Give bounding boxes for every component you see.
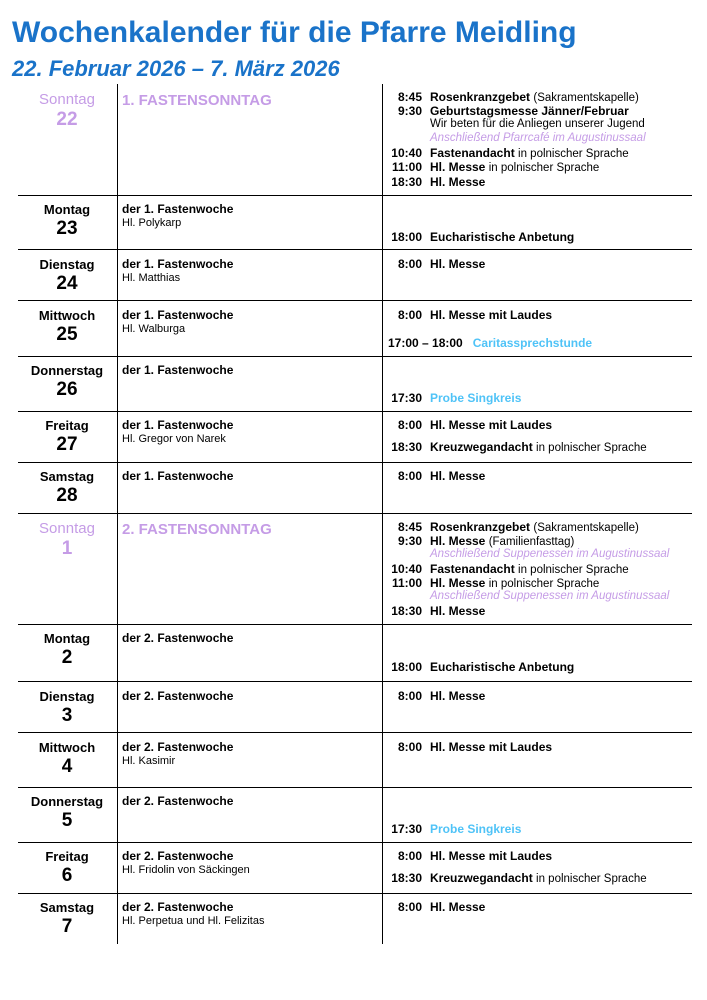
day-cell (18, 257, 116, 295)
day-cell (18, 363, 116, 401)
column-divider (382, 84, 383, 944)
day-number: 4 (61, 756, 73, 777)
day-name: Donnerstag (30, 363, 104, 378)
feast-title: der 1. Fastenwoche (122, 308, 234, 322)
event: 18:30 Hl. Messe (391, 175, 486, 189)
event: 8:00 Hl. Messe mit Laudes (397, 308, 553, 322)
event: 17:00 – 18:00 Caritassprechstunde (388, 336, 593, 350)
day-cell (18, 740, 116, 778)
day-number: 1 (61, 538, 73, 559)
day-cell (18, 469, 116, 507)
day-cell (18, 631, 116, 669)
row-divider (18, 195, 692, 196)
feast-title: der 2. Fastenwoche (122, 794, 234, 808)
day-cell (18, 91, 116, 131)
day-name: Samstag (39, 900, 95, 915)
event: 17:30 Probe Singkreis (391, 391, 522, 405)
feast-saint: Hl. Walburga (122, 323, 186, 335)
feast-cell (122, 740, 377, 767)
day-name: Mittwoch (38, 740, 96, 755)
feast-saint: Hl. Fridolin von Säckingen (122, 864, 250, 876)
row-divider (18, 249, 692, 250)
row-divider (18, 681, 692, 682)
row-divider (18, 624, 692, 625)
event: 8:00 Hl. Messe (397, 689, 486, 703)
feast-saint: Hl. Gregor von Narek (122, 433, 226, 445)
day-number: 23 (56, 218, 78, 239)
feast-cell (122, 308, 377, 335)
feast-title: 2. FASTENSONNTAG (122, 521, 272, 538)
row-divider (18, 356, 692, 357)
event: 8:45 Rosenkranzgebet (Sakramentskapelle) (397, 520, 639, 534)
row-divider (18, 893, 692, 894)
feast-cell (122, 418, 377, 445)
event: 18:30 Kreuzwegandacht in polnischer Sprache (391, 440, 647, 454)
event: 8:00 Hl. Messe (397, 469, 486, 483)
row-divider (18, 462, 692, 463)
feast-cell (122, 257, 377, 284)
day-name: Freitag (45, 418, 89, 433)
feast-title: der 2. Fastenwoche (122, 849, 234, 863)
day-number: 6 (61, 865, 73, 886)
day-name: Donnerstag (30, 794, 104, 809)
row-divider (18, 513, 692, 514)
day-name: Dienstag (39, 689, 95, 704)
event-note: Anschließend Suppenessen im Augustinussaal (430, 548, 670, 560)
event-note: Anschließend Suppenessen im Augustinussaal (430, 590, 670, 602)
event: 8:00 Hl. Messe (397, 257, 486, 271)
day-number: 27 (56, 434, 78, 455)
day-name: Sonntag (39, 520, 95, 537)
feast-cell (122, 521, 377, 538)
day-cell (18, 418, 116, 456)
day-number: 5 (61, 810, 73, 831)
row-divider (18, 732, 692, 733)
feast-title: der 1. Fastenwoche (122, 257, 234, 271)
day-number: 2 (61, 647, 73, 668)
row-divider (18, 411, 692, 412)
day-name: Samstag (39, 469, 95, 484)
day-number: 7 (61, 916, 73, 937)
event: 10:40 Fastenandacht in polnischer Sprache (391, 146, 629, 160)
page-title: Wochenkalender für die Pfarre Meidling (12, 16, 577, 49)
event: 11:00 Hl. Messe in polnischer Sprache (391, 160, 600, 174)
feast-cell (122, 900, 377, 927)
feast-cell (122, 92, 377, 109)
event: 9:30 Geburtstagsmesse Jänner/Februar (397, 104, 629, 118)
event: 18:00 Eucharistische Anbetung (391, 230, 575, 244)
feast-cell (122, 689, 377, 703)
day-name: Dienstag (39, 257, 95, 272)
day-cell (18, 849, 116, 887)
column-divider (117, 84, 118, 944)
event: 18:30 Kreuzwegandacht in polnischer Sprache (391, 871, 647, 885)
feast-title: der 2. Fastenwoche (122, 631, 234, 645)
feast-title: der 1. Fastenwoche (122, 363, 234, 377)
event: 10:40 Fastenandacht in polnischer Sprache (391, 562, 629, 576)
feast-saint: Hl. Perpetua und Hl. Felizitas (122, 915, 265, 927)
feast-title: der 2. Fastenwoche (122, 740, 234, 754)
feast-cell (122, 202, 377, 229)
row-divider (18, 300, 692, 301)
day-cell (18, 689, 116, 727)
day-name: Sonntag (39, 91, 95, 108)
feast-title: der 2. Fastenwoche (122, 689, 234, 703)
feast-saint: Hl. Matthias (122, 272, 181, 284)
event: 11:00 Hl. Messe in polnischer Sprache (391, 576, 600, 590)
event-note: Anschließend Pfarrcafé im Augustinussaal (430, 132, 646, 144)
event: 18:30 Hl. Messe (391, 604, 486, 618)
day-number: 26 (56, 379, 78, 400)
feast-cell (122, 794, 377, 808)
feast-saint: Hl. Kasimir (122, 755, 176, 767)
feast-cell (122, 363, 377, 377)
feast-title: 1. FASTENSONNTAG (122, 92, 272, 109)
day-name: Montag (43, 202, 91, 217)
feast-title: der 1. Fastenwoche (122, 202, 234, 216)
day-cell (18, 520, 116, 560)
event: 8:00 Hl. Messe (397, 900, 486, 914)
feast-title: der 1. Fastenwoche (122, 418, 234, 432)
event: 8:00 Hl. Messe mit Laudes (397, 418, 553, 432)
event: 18:00 Eucharistische Anbetung (391, 660, 575, 674)
day-cell (18, 202, 116, 240)
day-number: 22 (56, 109, 78, 130)
feast-saint: Hl. Polykarp (122, 217, 182, 229)
event: 8:00 Hl. Messe mit Laudes (397, 740, 553, 754)
row-divider (18, 842, 692, 843)
day-number: 3 (61, 705, 73, 726)
day-name: Freitag (45, 849, 89, 864)
feast-cell (122, 469, 377, 483)
feast-cell (122, 849, 377, 876)
event: 17:30 Probe Singkreis (391, 822, 522, 836)
page-subtitle: 22. Februar 2026 – 7. März 2026 (12, 56, 340, 81)
day-number: 28 (56, 485, 78, 506)
day-cell (18, 794, 116, 832)
feast-title: der 2. Fastenwoche (122, 900, 234, 914)
event-note: Wir beten für die Anliegen unserer Jugend (430, 118, 645, 130)
event: 8:00 Hl. Messe mit Laudes (397, 849, 553, 863)
day-name: Montag (43, 631, 91, 646)
event: 8:45 Rosenkranzgebet (Sakramentskapelle) (397, 90, 639, 104)
day-cell (18, 308, 116, 346)
day-number: 25 (56, 324, 78, 345)
day-number: 24 (56, 273, 78, 294)
day-cell (18, 900, 116, 938)
feast-cell (122, 631, 377, 645)
event: 9:30 Hl. Messe (Familienfasttag) (397, 534, 575, 548)
day-name: Mittwoch (38, 308, 96, 323)
feast-title: der 1. Fastenwoche (122, 469, 234, 483)
row-divider (18, 787, 692, 788)
